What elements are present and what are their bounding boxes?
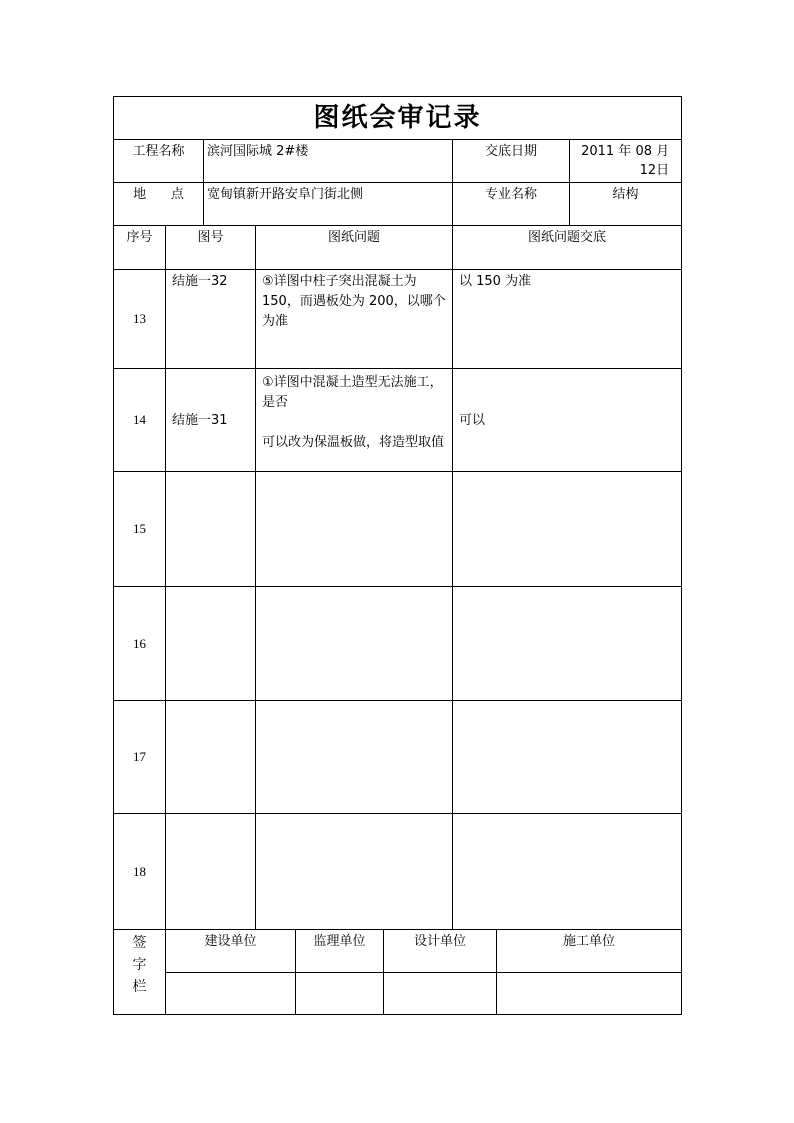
column-header-answer: 图纸问题交底 — [453, 226, 682, 270]
row-seq: 16 — [114, 587, 166, 701]
column-header-seq: 序号 — [114, 226, 166, 270]
discipline-value: 结构 — [570, 183, 682, 226]
drawing-review-record — [113, 96, 681, 1015]
date-line-1: 2011 年 08 月 — [581, 144, 670, 159]
location-value: 宽甸镇新开路安阜门街北侧 — [204, 183, 453, 226]
signature-label — [114, 930, 166, 1015]
table-row — [114, 369, 682, 472]
row-drawing — [166, 472, 256, 587]
row-issue — [256, 472, 453, 587]
row-issue-line-1: ①详图中混凝土造型无法施工，是否 — [262, 375, 443, 410]
row-answer — [453, 814, 682, 930]
row-drawing — [166, 701, 256, 814]
date-value — [570, 140, 682, 183]
project-name-value: 滨河国际城 2#楼 — [204, 140, 453, 183]
signature-char: 栏 — [132, 979, 147, 995]
signature-contractor-field — [497, 973, 682, 1015]
row-issue — [256, 369, 453, 472]
table-row — [114, 270, 682, 369]
signature-char: 字 — [132, 957, 147, 973]
row-seq: 15 — [114, 472, 166, 587]
signature-char: 签 — [132, 935, 147, 951]
table-row — [114, 814, 682, 930]
row-issue — [256, 587, 453, 701]
discipline-label: 专业名称 — [453, 183, 570, 226]
row-seq: 13 — [114, 270, 166, 369]
table-row — [114, 472, 682, 587]
signature-supervisor-field — [296, 973, 384, 1015]
row-seq: 17 — [114, 701, 166, 814]
signature-design-field — [384, 973, 497, 1015]
signature-contractor-unit: 施工单位 — [497, 930, 682, 973]
signature-owner-field — [166, 973, 296, 1015]
row-seq: 14 — [114, 369, 166, 472]
date-line-2: 12日 — [639, 163, 670, 178]
signature-design-unit: 设计单位 — [384, 930, 497, 973]
date-label: 交底日期 — [453, 140, 570, 183]
row-issue-line-2: 可以改为保温板做，将造型取值 — [262, 435, 445, 450]
row-seq: 18 — [114, 814, 166, 930]
row-answer: 以 150 为准 — [453, 270, 682, 369]
column-header-drawing: 图号 — [166, 226, 256, 270]
row-drawing — [166, 587, 256, 701]
record-table — [113, 96, 682, 1015]
table-row — [114, 587, 682, 701]
row-answer: 可以 — [453, 369, 682, 472]
table-row — [114, 701, 682, 814]
row-drawing: 结施一32 — [166, 270, 256, 369]
signature-supervisor-unit: 监理单位 — [296, 930, 384, 973]
row-issue: ⑤详图中柱子突出混凝土为 150，而遇板处为 200，以哪个为准 — [256, 270, 453, 369]
column-header-issue: 图纸问题 — [256, 226, 453, 270]
location-label: 地 点 — [114, 183, 204, 226]
signature-owner-unit: 建设单位 — [166, 930, 296, 973]
row-issue — [256, 701, 453, 814]
row-drawing: 结施一31 — [166, 369, 256, 472]
row-issue — [256, 814, 453, 930]
row-answer — [453, 587, 682, 701]
row-answer — [453, 701, 682, 814]
project-name-label: 工程名称 — [114, 140, 204, 183]
row-drawing — [166, 814, 256, 930]
row-answer — [453, 472, 682, 587]
page-title: 图纸会审记录 — [114, 97, 682, 140]
